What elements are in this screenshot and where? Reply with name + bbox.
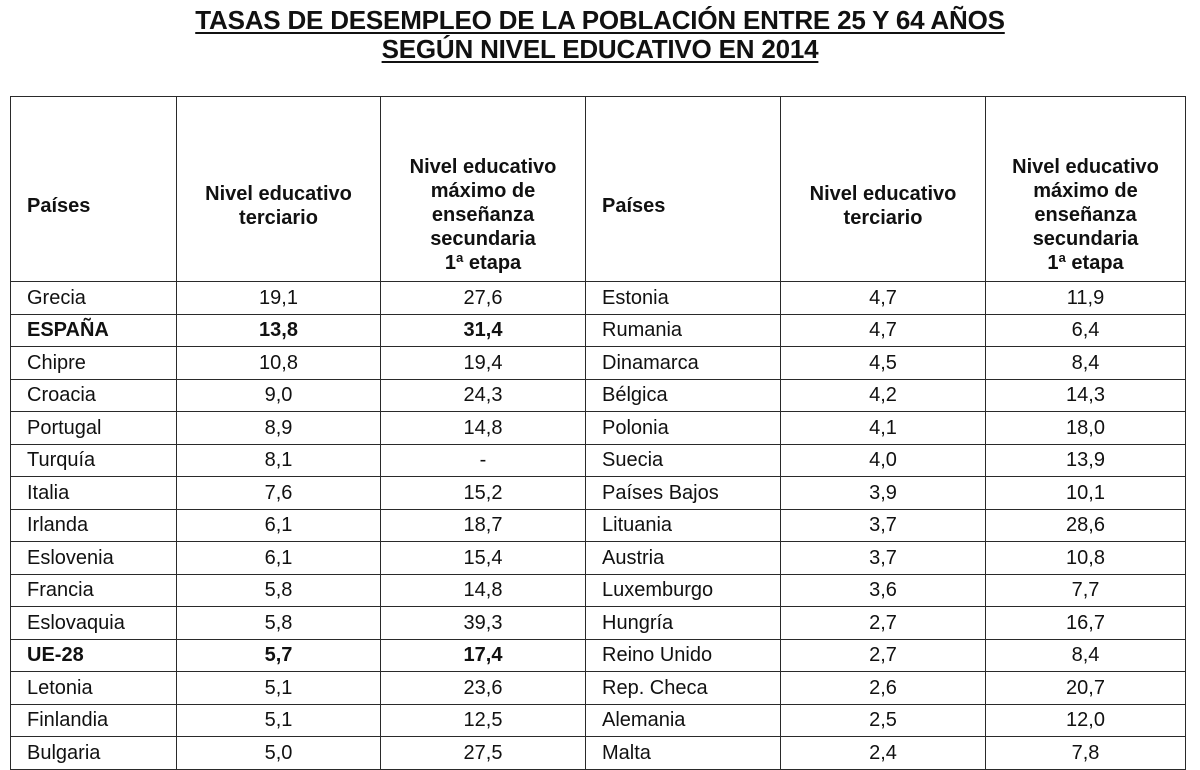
header-line: Nivel educativo	[809, 183, 957, 205]
left-tertiary-cell: 5,8	[177, 607, 381, 640]
header-line: Nivel educativo	[409, 156, 557, 178]
table-row	[11, 444, 1186, 477]
right-country-cell: Estonia	[586, 282, 781, 315]
left-secondary-cell: 19,4	[381, 347, 586, 380]
unemployment-table	[10, 96, 1186, 770]
right-secondary-cell: 10,8	[986, 542, 1186, 575]
right-tertiary-cell: 4,5	[781, 347, 986, 380]
left-country-cell: Portugal	[11, 412, 177, 445]
left-tertiary-cell: 6,1	[177, 542, 381, 575]
right-secondary-cell: 16,7	[986, 607, 1186, 640]
left-secondary-cell: 14,8	[381, 574, 586, 607]
left-secondary-cell: 39,3	[381, 607, 586, 640]
table-row	[11, 379, 1186, 412]
right-tertiary-cell: 2,7	[781, 639, 986, 672]
right-tertiary-cell: 4,7	[781, 282, 986, 315]
left-country-cell: Croacia	[11, 379, 177, 412]
header-line: 1ª etapa	[444, 252, 522, 274]
title-line-1: TASAS DE DESEMPLEO DE LA POBLACIÓN ENTRE 25 Y 64 AÑOS	[195, 5, 1005, 35]
left-country-cell: ESPAÑA	[11, 314, 177, 347]
header-secondary-right	[986, 97, 1186, 282]
table-header-row	[11, 97, 1186, 282]
left-tertiary-cell: 10,8	[177, 347, 381, 380]
left-country-cell: Francia	[11, 574, 177, 607]
header-countries-right: Países	[586, 97, 781, 282]
left-secondary-cell: 15,2	[381, 477, 586, 510]
left-tertiary-cell: 8,9	[177, 412, 381, 445]
table-row	[11, 607, 1186, 640]
left-tertiary-cell: 5,0	[177, 737, 381, 770]
left-tertiary-cell: 9,0	[177, 379, 381, 412]
left-country-cell: Chipre	[11, 347, 177, 380]
right-country-cell: Luxemburgo	[586, 574, 781, 607]
left-secondary-cell: 27,6	[381, 282, 586, 315]
header-line: terciario	[239, 207, 318, 229]
header-line: secundaria	[1032, 228, 1139, 250]
left-country-cell: Italia	[11, 477, 177, 510]
right-country-cell: Suecia	[586, 444, 781, 477]
right-country-cell: Rep. Checa	[586, 672, 781, 705]
table-row	[11, 639, 1186, 672]
table-row	[11, 672, 1186, 705]
right-tertiary-cell: 4,0	[781, 444, 986, 477]
table-row	[11, 412, 1186, 445]
left-tertiary-cell: 5,1	[177, 672, 381, 705]
header-line: enseñanza	[431, 204, 535, 226]
table-row	[11, 282, 1186, 315]
table-row	[11, 704, 1186, 737]
right-country-cell: Rumania	[586, 314, 781, 347]
left-country-cell: Grecia	[11, 282, 177, 315]
right-tertiary-cell: 4,1	[781, 412, 986, 445]
right-tertiary-cell: 2,7	[781, 607, 986, 640]
right-secondary-cell: 8,4	[986, 347, 1186, 380]
right-tertiary-cell: 3,7	[781, 542, 986, 575]
right-tertiary-cell: 4,7	[781, 314, 986, 347]
right-tertiary-cell: 3,6	[781, 574, 986, 607]
left-tertiary-cell: 13,8	[177, 314, 381, 347]
left-secondary-cell: 24,3	[381, 379, 586, 412]
left-secondary-cell: 14,8	[381, 412, 586, 445]
right-tertiary-cell: 3,9	[781, 477, 986, 510]
right-tertiary-cell: 4,2	[781, 379, 986, 412]
left-secondary-cell: 15,4	[381, 542, 586, 575]
table-row	[11, 509, 1186, 542]
left-tertiary-cell: 6,1	[177, 509, 381, 542]
left-country-cell: Letonia	[11, 672, 177, 705]
right-secondary-cell: 18,0	[986, 412, 1186, 445]
header-line: máximo de	[1033, 180, 1138, 202]
left-tertiary-cell: 19,1	[177, 282, 381, 315]
left-secondary-cell: 31,4	[381, 314, 586, 347]
document-title	[0, 6, 1200, 64]
right-country-cell: Malta	[586, 737, 781, 770]
left-tertiary-cell: 5,7	[177, 639, 381, 672]
table-row	[11, 542, 1186, 575]
table-row	[11, 347, 1186, 380]
table-body	[11, 282, 1186, 770]
right-country-cell: Dinamarca	[586, 347, 781, 380]
right-country-cell: Hungría	[586, 607, 781, 640]
title-line-2: SEGÚN NIVEL EDUCATIVO EN 2014	[381, 34, 819, 64]
right-secondary-cell: 6,4	[986, 314, 1186, 347]
right-secondary-cell: 7,7	[986, 574, 1186, 607]
left-secondary-cell: 23,6	[381, 672, 586, 705]
right-country-cell: Lituania	[586, 509, 781, 542]
table-row	[11, 737, 1186, 770]
right-secondary-cell: 13,9	[986, 444, 1186, 477]
left-secondary-cell: 18,7	[381, 509, 586, 542]
left-country-cell: UE-28	[11, 639, 177, 672]
right-country-cell: Reino Unido	[586, 639, 781, 672]
header-secondary-left	[381, 97, 586, 282]
header-line: secundaria	[430, 228, 536, 250]
header-line: 1ª etapa	[1047, 252, 1124, 274]
header-tertiary-left	[177, 97, 381, 282]
table-row	[11, 477, 1186, 510]
right-secondary-cell: 7,8	[986, 737, 1186, 770]
left-country-cell: Bulgaria	[11, 737, 177, 770]
right-secondary-cell: 28,6	[986, 509, 1186, 542]
table-row	[11, 574, 1186, 607]
left-tertiary-cell: 5,1	[177, 704, 381, 737]
right-country-cell: Polonia	[586, 412, 781, 445]
left-tertiary-cell: 7,6	[177, 477, 381, 510]
right-tertiary-cell: 2,5	[781, 704, 986, 737]
right-secondary-cell: 14,3	[986, 379, 1186, 412]
left-country-cell: Finlandia	[11, 704, 177, 737]
left-country-cell: Eslovaquia	[11, 607, 177, 640]
right-secondary-cell: 11,9	[986, 282, 1186, 315]
right-tertiary-cell: 3,7	[781, 509, 986, 542]
left-secondary-cell: 17,4	[381, 639, 586, 672]
header-tertiary-right	[781, 97, 986, 282]
right-secondary-cell: 8,4	[986, 639, 1186, 672]
left-country-cell: Irlanda	[11, 509, 177, 542]
right-tertiary-cell: 2,4	[781, 737, 986, 770]
header-line: máximo de	[430, 180, 536, 202]
left-country-cell: Turquía	[11, 444, 177, 477]
right-secondary-cell: 10,1	[986, 477, 1186, 510]
left-country-cell: Eslovenia	[11, 542, 177, 575]
left-secondary-cell: -	[381, 444, 586, 477]
right-secondary-cell: 20,7	[986, 672, 1186, 705]
right-tertiary-cell: 2,6	[781, 672, 986, 705]
header-line: Nivel educativo	[1012, 156, 1159, 178]
right-secondary-cell: 12,0	[986, 704, 1186, 737]
left-secondary-cell: 27,5	[381, 737, 586, 770]
right-country-cell: Alemania	[586, 704, 781, 737]
header-line: enseñanza	[1034, 204, 1137, 226]
right-country-cell: Países Bajos	[586, 477, 781, 510]
left-tertiary-cell: 8,1	[177, 444, 381, 477]
header-countries-left: Países	[11, 97, 177, 282]
left-tertiary-cell: 5,8	[177, 574, 381, 607]
header-line: Nivel educativo	[205, 183, 352, 205]
right-country-cell: Austria	[586, 542, 781, 575]
left-secondary-cell: 12,5	[381, 704, 586, 737]
right-country-cell: Bélgica	[586, 379, 781, 412]
header-line: terciario	[843, 207, 923, 229]
table-row	[11, 314, 1186, 347]
